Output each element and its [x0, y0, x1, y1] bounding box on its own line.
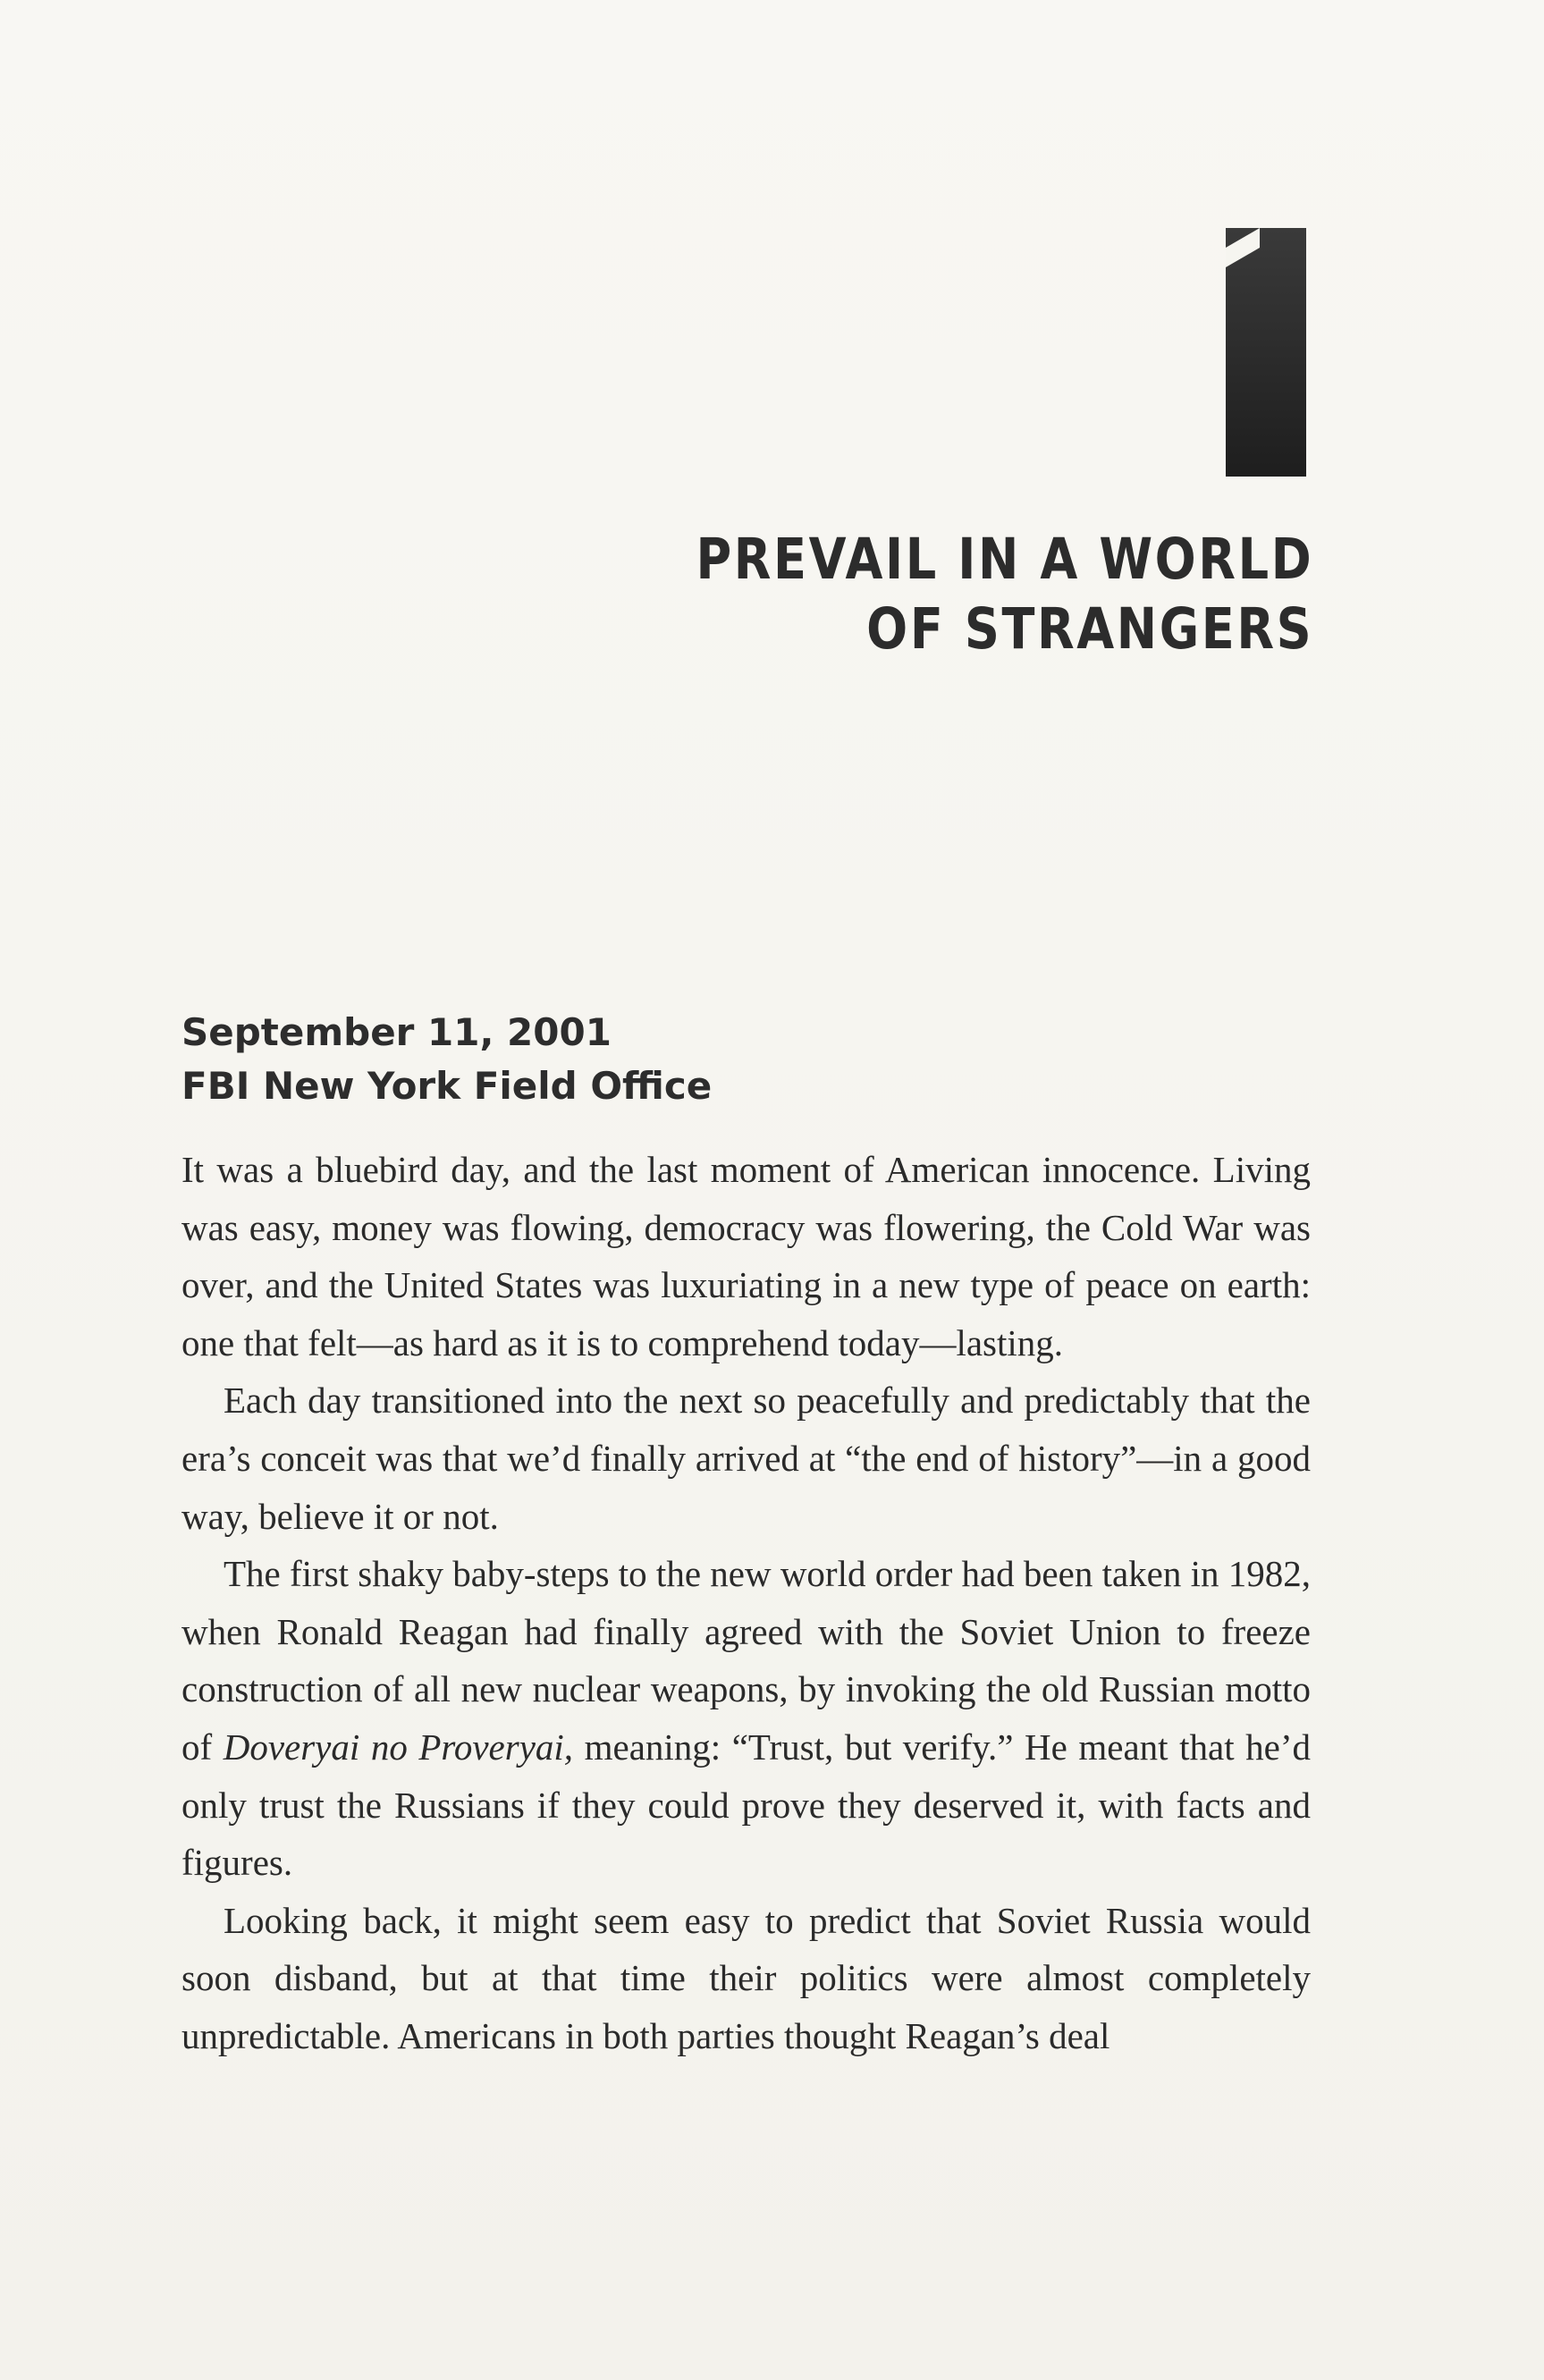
- paragraph-3-part-1: The first shaky baby-steps to the new world order had been taken in 1982, when Ronald Reagan had finally agreed with the Soviet Union to freeze construction of all new nuclear weapons, by invoking the old Russian motto of: [181, 1553, 1312, 1768]
- body-text: [181, 1141, 1311, 2065]
- dateline-date: September 11, 2001: [181, 1010, 612, 1054]
- chapter-number: [1226, 228, 1306, 477]
- chapter-title-line-2: OF STRANGERS: [865, 596, 1313, 662]
- chapter-title-line-1: PREVAIL IN A WORLD: [696, 527, 1313, 592]
- paragraph-4: Looking back, it might seem easy to predict that Soviet Russia would soon disband, but at that time their politics were almost completely unpredictable. Americans in both parties thought Reagan’s deal: [181, 1899, 1311, 2056]
- paragraph-3: [181, 1545, 1311, 1892]
- dateline-location: FBI New York Field Office: [181, 1064, 713, 1108]
- paragraph-1: It was a bluebird day, and the last moment of American innocence. Living was easy, money was flowing, democracy was flowering, the Cold War was over, and the United States was luxuriating in a new type of peace on earth: one that felt—as hard as it is to comprehend today—lasting.: [181, 1149, 1311, 1363]
- paragraph-3-italic: Doveryai no Proveryai,: [223, 1726, 574, 1768]
- paragraph-3-part-2: meaning: “Trust, but verify.” He meant that he’d only trust the Russians if they could prove they deserved it, with facts and figures.: [181, 1726, 1311, 1884]
- chapter-title: [696, 525, 1313, 664]
- paragraph-2: Each day transitioned into the next so peacefully and predictably that the era’s conceit was that we’d finally arrived at “the end of history”—in a good way, believe it or not.: [181, 1380, 1311, 1537]
- dateline: [181, 1006, 712, 1113]
